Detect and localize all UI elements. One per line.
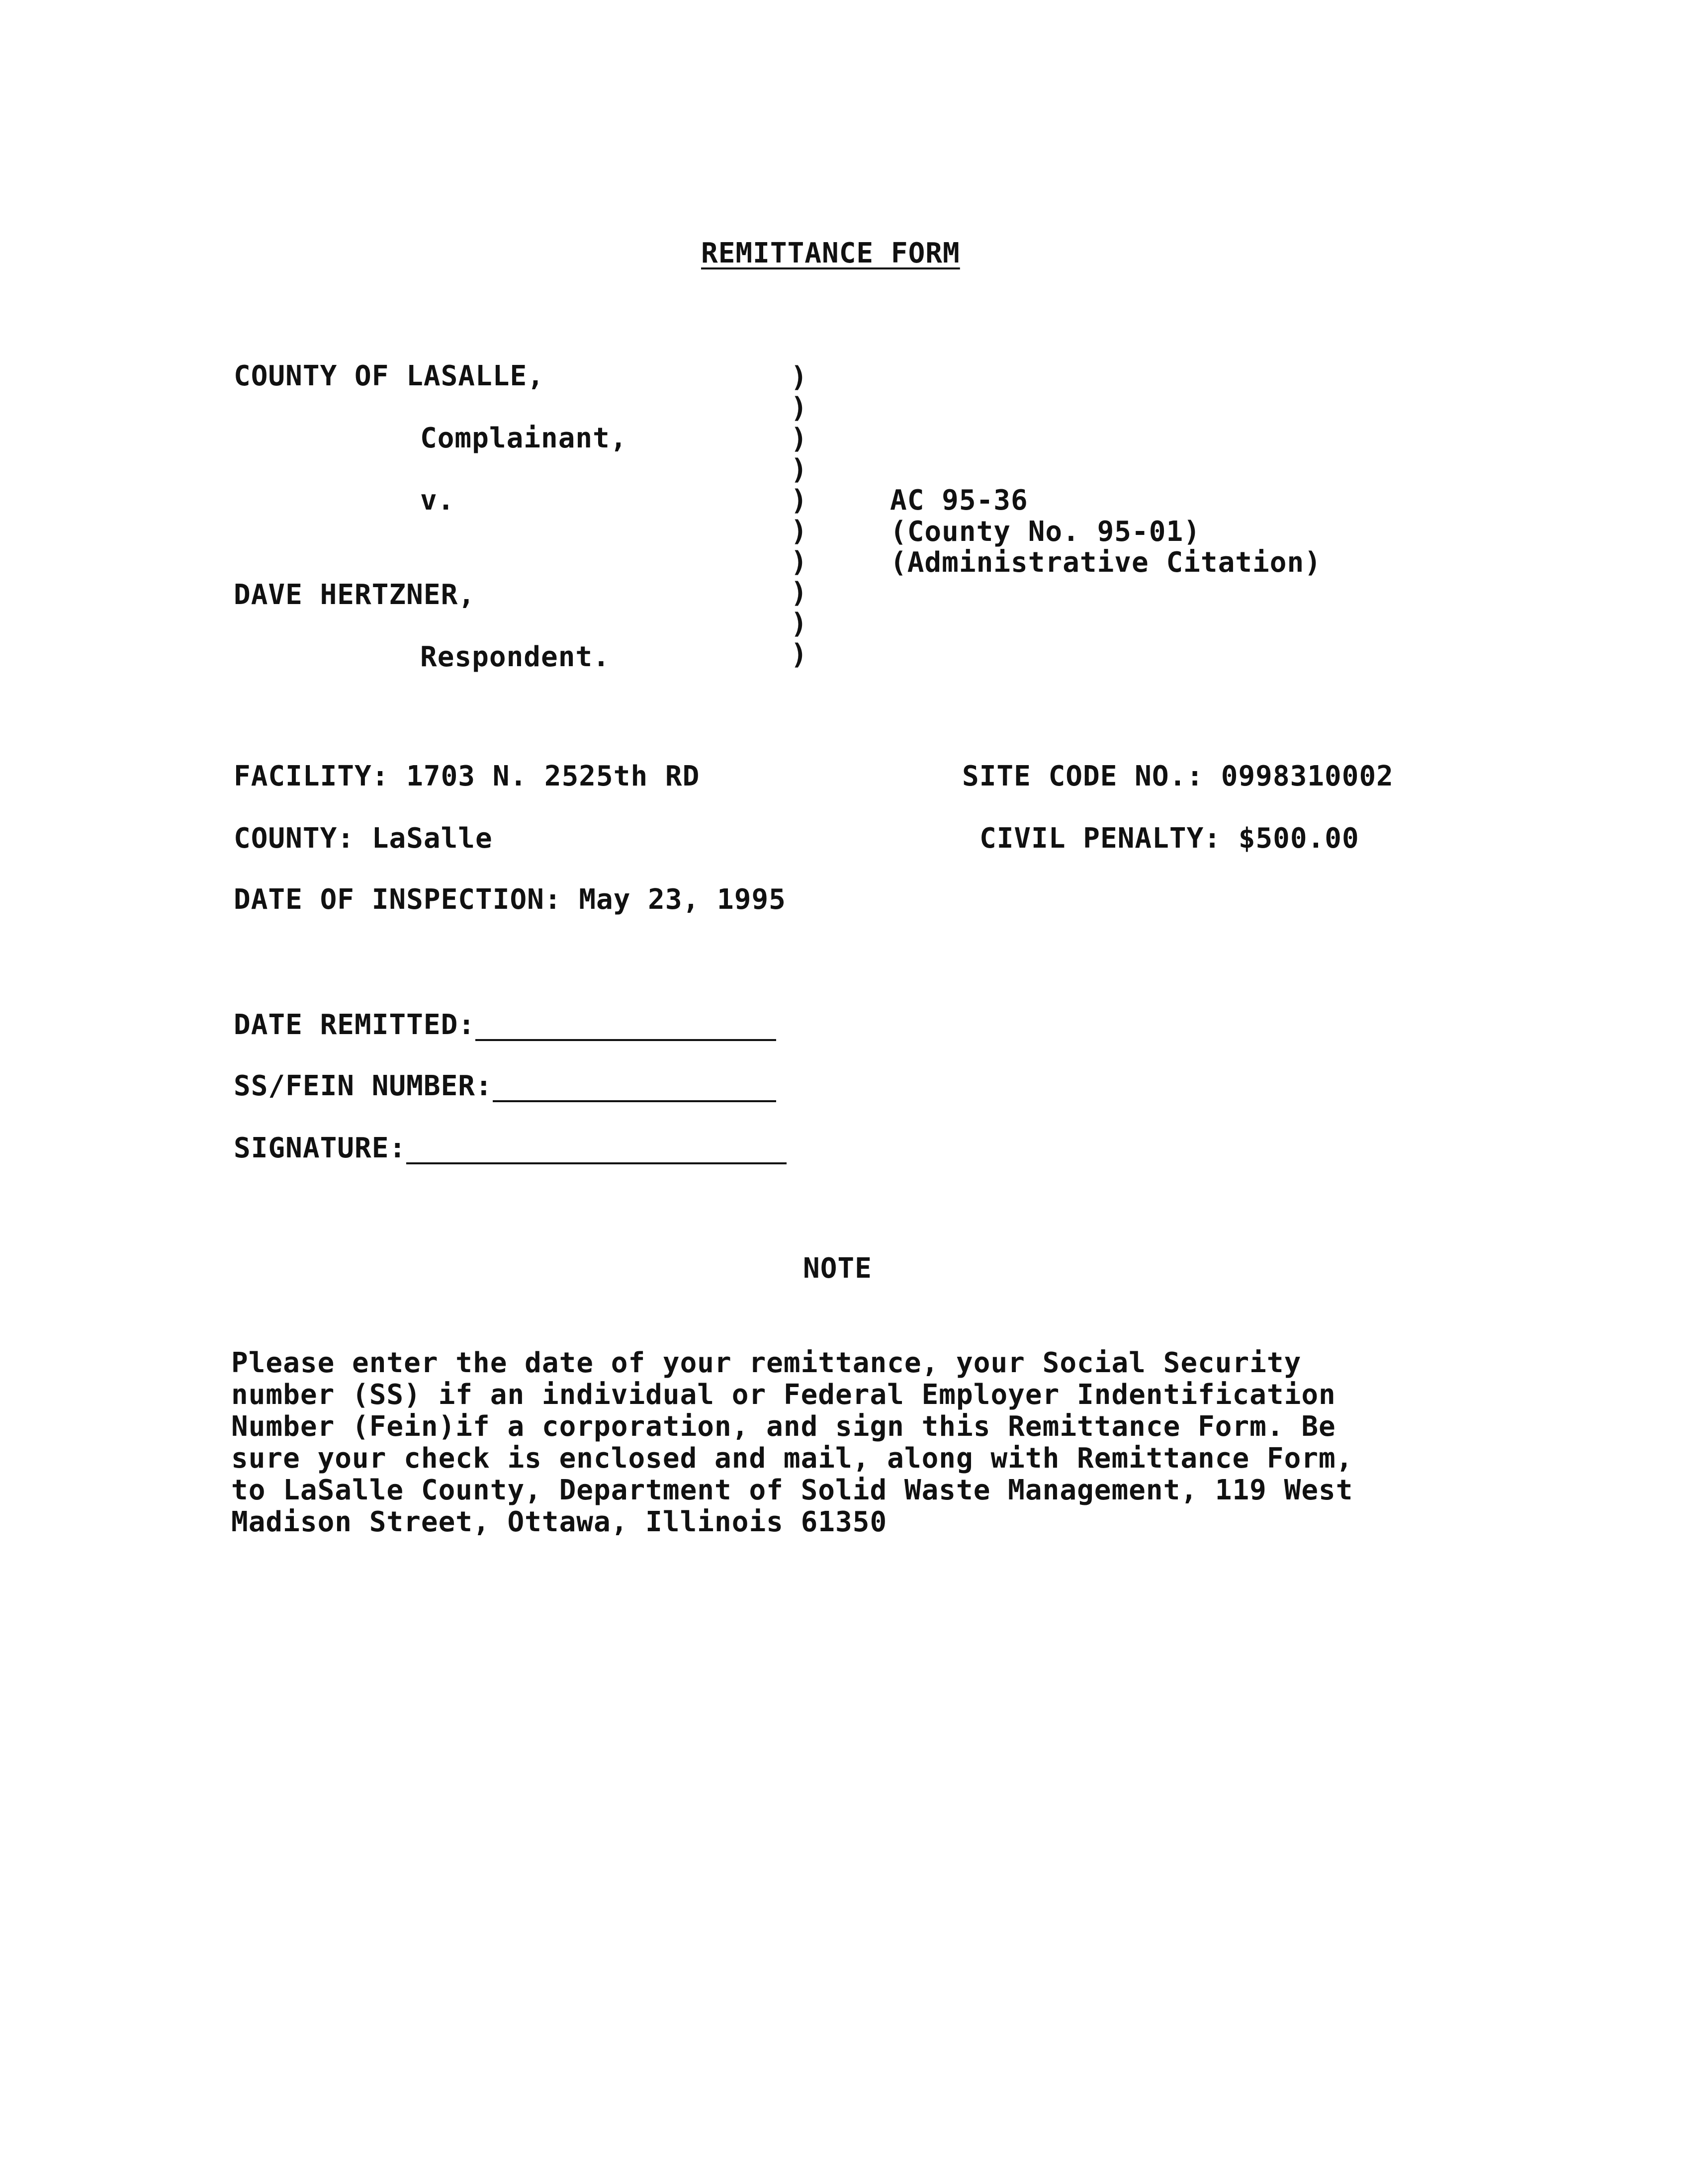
case-type: (Administrative Citation) [890, 546, 1322, 579]
paren: ) [791, 515, 807, 547]
paren: ) [791, 423, 807, 455]
paren: ) [791, 361, 807, 393]
paren: ) [791, 608, 807, 640]
paren: ) [791, 577, 807, 609]
site-code-label: SITE CODE NO.: [962, 760, 1204, 792]
site-code-value: 0998310002 [1221, 760, 1394, 792]
facility-line [234, 761, 700, 792]
site-code-line [962, 761, 1394, 792]
inspection-label: DATE OF INSPECTION: [234, 883, 562, 916]
county-label: COUNTY: [234, 822, 355, 855]
signature-field [234, 1133, 787, 1164]
signature-label: SIGNATURE: [234, 1132, 407, 1164]
facility-value: 1703 N. 2525th RD [406, 760, 700, 792]
civil-penalty-line [979, 823, 1359, 855]
ss-fein-field [234, 1070, 776, 1102]
ss-fein-label: SS/FEIN NUMBER: [234, 1070, 493, 1102]
paren: ) [791, 392, 807, 424]
county-line [234, 823, 493, 855]
note-body: Please enter the date of your remittance, your Social Security number (SS) if an individual or Federal Employer Indentification Number (Fein)if a corporation, and sign this Remittance Form. Be sure your check is enclosed and mail, along with Remittance Form, to LaSalle County, Department of Solid Waste Management, 119 West Madison Street, Ottawa, Illinois 61350 [231, 1347, 1353, 1538]
paren: ) [791, 453, 807, 486]
facility-label: FACILITY: [234, 760, 389, 792]
civil-penalty-value: $500.00 [1238, 822, 1359, 855]
civil-penalty-label: CIVIL PENALTY: [979, 822, 1222, 855]
case-number: AC 95-36 [890, 484, 1028, 517]
complainant-name: COUNTY OF LASALLE, [234, 360, 544, 392]
inspection-value: May 23, 1995 [579, 883, 786, 916]
date-remitted-blank[interactable] [475, 1013, 776, 1041]
complainant-role: Complainant, [420, 422, 627, 454]
county-value: LaSalle [371, 822, 493, 855]
county-number: (County No. 95-01) [890, 516, 1201, 548]
note-heading: NOTE [803, 1252, 872, 1285]
ss-fein-blank[interactable] [493, 1074, 776, 1102]
respondent-name: DAVE HERTZNER, [234, 579, 476, 611]
paren: ) [791, 484, 807, 517]
date-remitted-field [234, 1009, 776, 1041]
inspection-line [234, 884, 786, 916]
page-title: REMITTANCE FORM [701, 237, 960, 269]
paren: ) [791, 546, 807, 578]
paren: ) [791, 638, 807, 671]
date-remitted-label: DATE REMITTED: [234, 1009, 476, 1041]
signature-blank[interactable] [406, 1136, 787, 1164]
versus-label: v. [420, 484, 455, 517]
respondent-role: Respondent. [420, 641, 610, 673]
